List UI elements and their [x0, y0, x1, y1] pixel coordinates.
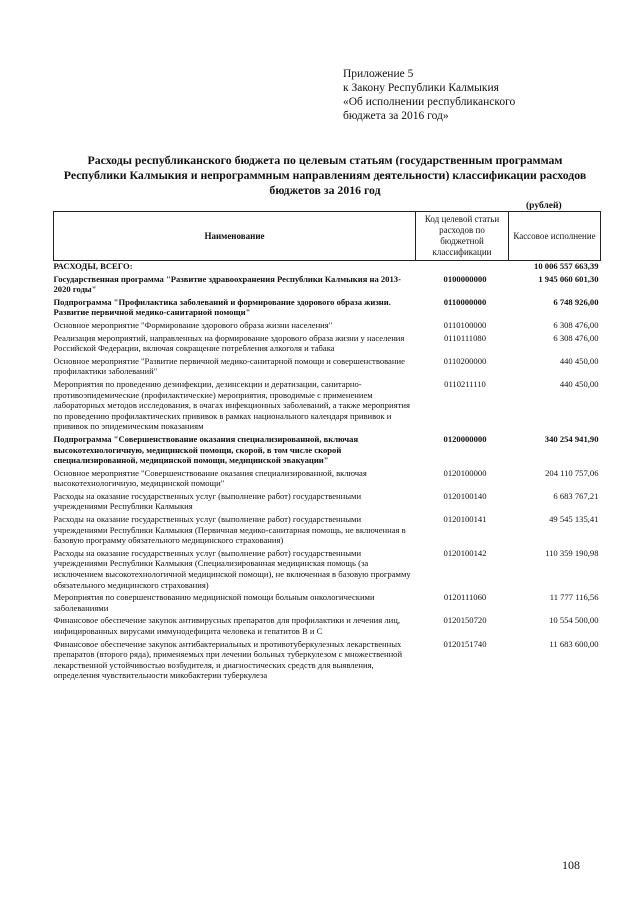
- row-name: Основное мероприятие "Формирование здорового образа жизни населения": [53, 319, 333, 330]
- row-amount: 11 683 600,00: [549, 638, 599, 649]
- row-name: Мероприятия по проведению дезинфекции, дезинсекции и дератизации, санитарно-противоэпидемические (профилактические) мероприятия, проводимые с применением лабораторных методов исследования, в очагах инфекционных заболеваний, а также мероприятия по проведению профилактических прививок в рамках национального календаря прививок и прививок по эпидемическим показаниям: [53, 378, 410, 432]
- currency-note: (рублей): [526, 201, 562, 211]
- header-code: Код целевой статьи расходов по бюджетной классификации: [416, 212, 509, 261]
- row-code: 0120000000: [443, 433, 487, 444]
- table-row: [54, 261, 601, 274]
- table-row: [54, 592, 601, 615]
- row-amount: 6 308 476,00: [553, 332, 599, 343]
- table-row: [54, 333, 601, 356]
- row-amount: 10 006 557 663,39: [534, 261, 599, 271]
- table-row: [54, 615, 601, 638]
- row-name: Основное мероприятие "Развитие первичной медико-санитарной помощи и совершенствование профилактики заболеваний": [53, 355, 405, 377]
- budget-table: [53, 211, 601, 683]
- row-code: 0110111080: [443, 332, 486, 343]
- row-code: 0120100000: [443, 467, 487, 478]
- appendix-line: бюджета за 2016 год»: [343, 110, 449, 122]
- document-title: Расходы республиканского бюджета по целевым статьям (государственным программам Республики Калмыкия и непрограммным направлениям деятельности) классификации расходов бюджетов за 2016 год: [63, 153, 587, 197]
- row-amount: 6 308 476,00: [553, 319, 599, 330]
- row-name: Расходы на оказание государственных услуг (выполнение работ) государственными учреждениями Республики Калмыкия: [53, 490, 362, 512]
- row-amount: 110 359 190,98: [545, 547, 599, 558]
- row-code: 0120100140: [443, 490, 487, 501]
- row-amount: 440 450,00: [559, 355, 599, 366]
- row-name: Реализация мероприятий, направленных на формирование здорового образа жизни у населения Российской Федерации, включая сокращение потребления алкоголя и табака: [53, 332, 405, 354]
- row-code: 0110211110: [444, 378, 486, 389]
- row-name: Финансовое обеспечение закупок антивирусных препаратов для профилактики и лечения лиц, инфицированных вирусами иммунодефицита человека и гепатитов В и С: [53, 615, 401, 636]
- row-code: 0120111060: [443, 592, 487, 603]
- row-name: РАСХОДЫ, ВСЕГО:: [53, 261, 133, 271]
- row-name: Расходы на оказание государственных услуг (выполнение работ) государственными учреждениями Республики Калмыкия (Специализированная медицинская помощь (за исключением высокотехнологичной медицинской помощи), не включенная в базовую программу обязательного медицинского страхования): [53, 547, 411, 590]
- row-name: Мероприятия по совершенствованию медицинской помощи больным онкологическими заболеваниями: [53, 592, 375, 613]
- table-row: [54, 379, 601, 434]
- header-name: Наименование: [54, 212, 416, 261]
- table-row: [54, 320, 601, 333]
- row-amount: 204 110 757,06: [545, 467, 599, 478]
- table-row: [54, 434, 601, 468]
- row-code: 0120150720: [443, 615, 487, 626]
- table-row: [54, 639, 601, 683]
- table-row: [54, 297, 601, 320]
- row-code: 0120100142: [443, 547, 487, 558]
- row-code: 0110200000: [443, 355, 487, 366]
- row-name: Основное мероприятие "Совершенствование оказания специализированной, включая высокотехнологичную, медицинской помощи": [53, 467, 367, 489]
- table-row: [54, 548, 601, 592]
- table-row: [54, 356, 601, 379]
- table-row: [54, 514, 601, 548]
- header-amount: Кассовое исполнение: [509, 212, 601, 261]
- row-amount: 6 748 926,00: [553, 296, 599, 307]
- row-name: Подпрограмма "Совершенствование оказания специализированной, включая высокотехнологичную, медицинской помощи, скорой, в том числе скорой специализированной, медицинской помощи, медицинской эвакуации": [53, 433, 359, 466]
- row-name: Финансовое обеспечение закупок антибактериальных и противотуберкулезных лекарственных препаратов (второго ряда), применяемых при лечении больных туберкулезом с множественной лекарственной устойчивостью возбудителя, и диагностических средств для выявления, определения чувствительности микобактерии туберкулеза: [53, 638, 403, 681]
- row-code: 0120100141: [443, 514, 487, 525]
- row-amount: 440 450,00: [559, 378, 599, 389]
- row-amount: 6 683 767,21: [553, 490, 599, 501]
- row-name: Подпрограмма "Профилактика заболеваний и формирование здорового образа жизни. Развитие первичной медико-санитарной помощи": [53, 296, 391, 318]
- table-row: [54, 274, 601, 297]
- row-amount: 1 945 060 601,30: [538, 273, 599, 284]
- row-amount: 11 777 116,56: [549, 592, 599, 603]
- row-code: 0110100000: [443, 319, 487, 330]
- table-row: [54, 468, 601, 491]
- row-name: Расходы на оказание государственных услуг (выполнение работ) государственными учреждениями Республики Калмыкия (Первичная медико-санитарная помощь, не включенная в базовую программу обязательного медицинского страхования): [53, 514, 406, 546]
- row-code: 0110000000: [443, 296, 487, 307]
- appendix-line: «Об исполнении республиканского: [343, 96, 516, 108]
- row-amount: 340 254 941,90: [544, 433, 599, 444]
- appendix-header: [343, 67, 613, 123]
- row-name: Государственная программа "Развитие здравоохранения Республики Калмыкия на 2013-2020 годы": [53, 273, 401, 295]
- appendix-line: к Закону Республики Калмыкия: [343, 82, 499, 94]
- appendix-line: Приложение 5: [343, 68, 414, 80]
- row-code: 0120151740: [443, 638, 487, 649]
- page-number: 108: [562, 858, 580, 872]
- row-amount: 49 545 135,41: [549, 514, 599, 525]
- table-header-row: [54, 212, 601, 261]
- row-amount: 10 554 500,00: [549, 615, 599, 626]
- table-row: [54, 491, 601, 514]
- row-code: [416, 261, 509, 274]
- row-code: 0100000000: [443, 273, 487, 284]
